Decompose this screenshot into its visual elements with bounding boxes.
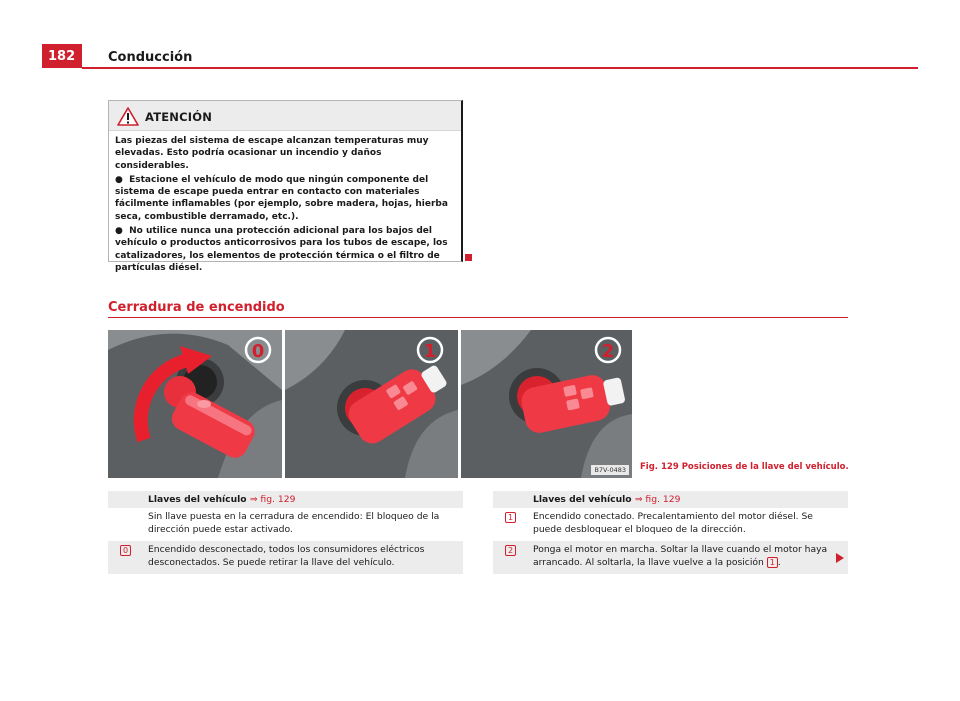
- panel-label-1: 1: [423, 341, 437, 362]
- warning-triangle-icon: [117, 107, 139, 126]
- table-row-text: Sin llave puesta en la cerradura de encendido: El bloqueo de la dirección puede estar activado.: [148, 511, 440, 535]
- continue-arrow-icon: [836, 553, 844, 563]
- panel-divider: [458, 330, 461, 478]
- ignition-figure: [108, 330, 632, 478]
- page-number: 182: [42, 44, 82, 68]
- figure-panel-1: [285, 330, 458, 478]
- table-header: [108, 491, 463, 508]
- key-positions-table-right: [493, 491, 848, 574]
- position-badge: 2: [505, 545, 516, 556]
- warning-paragraph: Las piezas del sistema de escape alcanzan temperaturas muy elevadas. Esto podría ocasionar un incendio y daños considerables.: [115, 136, 429, 171]
- key-positions-table-left: [108, 491, 463, 574]
- svg-text:1: [424, 341, 437, 362]
- warning-paragraph: ● Estacione el vehículo de modo que ningún componente del sistema de escape pueda entrar en contacto con materiales fácilmente inflamables (por ejemplo, sobre madera, hojas, hierba seca, combustible derramado, etc.).: [115, 174, 448, 222]
- table-row: [493, 541, 848, 574]
- figure-panel-0: [108, 330, 282, 478]
- svg-text:2: [602, 341, 615, 362]
- warning-paragraph: ● No utilice nunca una protección adicional para los bajos del vehículo o productos anticorrosivos para los tubos de escape, los catalizadores, los elementos de protección térmica o el filtro de partículas diésel.: [115, 226, 448, 273]
- inline-position-badge: 1: [767, 557, 778, 568]
- svg-text:0: [252, 341, 265, 362]
- figure-code: B7V-0483: [591, 465, 629, 475]
- position-badge: 0: [120, 545, 131, 556]
- figure-reference-link[interactable]: ⇒ fig. 129: [249, 494, 296, 505]
- panel-label-2: 2: [601, 341, 615, 362]
- table-row-text: Ponga el motor en marcha. Soltar la llave cuando el motor haya arrancado. Al soltarla, la llave vuelve a la posición: [533, 544, 828, 568]
- table-row-text: Encendido conectado. Precalentamiento del motor diésel. Se puede desbloquear el bloqueo de la dirección.: [533, 511, 813, 535]
- table-header: [493, 491, 848, 508]
- end-of-warning-marker: [465, 254, 472, 261]
- table-header-label: Llaves del vehículo: [148, 494, 247, 505]
- panel-label-0: 0: [251, 341, 265, 362]
- section-title: Cerradura de encendido: [108, 300, 285, 315]
- warning-body: [109, 131, 461, 274]
- panel-divider: [282, 330, 285, 478]
- table-row: [493, 508, 848, 541]
- header-rule: [82, 67, 918, 69]
- figure-panel-2: [461, 330, 632, 478]
- figure-reference-link[interactable]: ⇒ fig. 129: [634, 494, 681, 505]
- chapter-title: Conducción: [108, 50, 193, 65]
- table-row-text-end: .: [777, 556, 781, 568]
- table-row: [108, 508, 463, 541]
- table-row-text: Encendido desconectado, todos los consumidores eléctricos desconectados. Se puede retirar la llave del vehículo.: [148, 544, 425, 568]
- figure-caption: Fig. 129 Posiciones de la llave del vehículo.: [640, 462, 849, 472]
- warning-title: ATENCIÓN: [145, 110, 213, 124]
- table-row: [108, 541, 463, 574]
- warning-box: [108, 100, 463, 273]
- table-header-label: Llaves del vehículo: [533, 494, 632, 505]
- section-rule: [108, 317, 848, 318]
- position-badge: 1: [505, 512, 516, 523]
- warning-header: [109, 101, 461, 131]
